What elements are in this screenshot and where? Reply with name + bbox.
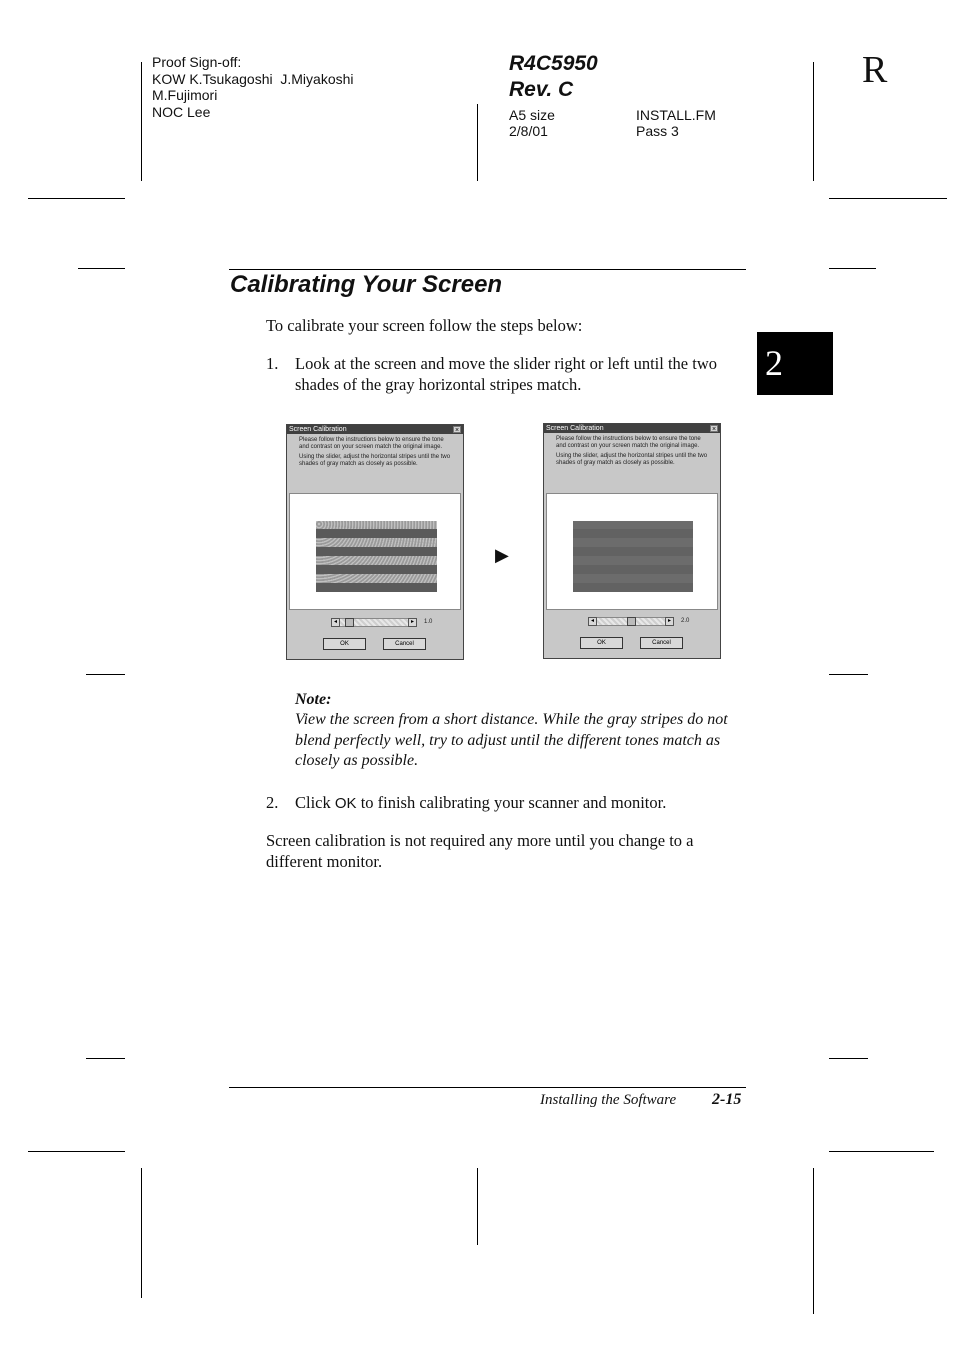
model-code: R4C5950 xyxy=(509,52,598,75)
calibration-dialog-after xyxy=(543,423,721,659)
dialog-titlebar xyxy=(544,424,720,433)
cancel-button[interactable]: Cancel xyxy=(640,637,683,649)
file-name: INSTALL.FM xyxy=(636,107,716,123)
crop-mark xyxy=(477,104,478,181)
crop-mark xyxy=(829,674,868,675)
step-2-text xyxy=(295,793,746,815)
crop-mark xyxy=(28,198,125,199)
slider-value: 2.0 xyxy=(681,618,690,624)
preview-panel xyxy=(289,493,461,610)
dither-pattern xyxy=(316,521,437,592)
instruction-text: Using the slider, adjust the horizontal stripes until the two shades of gray match as closely as possible. xyxy=(556,453,708,466)
step-2-text-before: Click xyxy=(295,793,335,812)
dialog-title: Screen Calibration xyxy=(546,425,604,432)
calibration-dialog-before xyxy=(286,424,464,660)
proof-line: NOC Lee xyxy=(152,103,211,120)
proof-line: M.Fujimori xyxy=(152,87,218,103)
chapter-number: 2 xyxy=(765,343,783,383)
crop-mark xyxy=(813,1168,814,1314)
pass-number: Pass 3 xyxy=(636,123,679,139)
slider-thumb[interactable] xyxy=(627,617,636,626)
note-text: View the screen from a short distance. While the gray stripes do not blend perfectly well, try to adjust until the different tones match as closely as possible. xyxy=(295,711,728,769)
close-icon[interactable]: × xyxy=(711,426,717,433)
slider-left-arrow-icon[interactable]: ◂ xyxy=(331,618,340,627)
step-1-number: 1. xyxy=(266,354,279,373)
slider-right-arrow-icon[interactable]: ▸ xyxy=(408,618,417,627)
step-2-text-after: to finish calibrating your scanner and monitor. xyxy=(356,793,667,812)
proof-line: KOW K.Tsukagoshi J.Miyakoshi xyxy=(152,70,354,87)
crop-mark xyxy=(141,62,142,181)
revision: Rev. C xyxy=(509,78,574,101)
slider-left-arrow-icon[interactable]: ◂ xyxy=(588,617,597,626)
crop-mark xyxy=(141,1168,142,1298)
instruction-text: Using the slider, adjust the horizontal stripes until the two shades of gray match as closely as possible. xyxy=(299,454,451,467)
dialog-title: Screen Calibration xyxy=(289,426,347,433)
instruction-text: Please follow the instructions below to ensure the tone and contrast on your screen match the original image. xyxy=(556,436,701,449)
footer-section: Installing the Software xyxy=(540,1092,677,1108)
crop-mark xyxy=(829,268,876,269)
crop-mark xyxy=(477,1168,478,1245)
crop-mark xyxy=(829,1058,868,1059)
crop-mark xyxy=(829,1151,934,1152)
corner-letter: R xyxy=(862,49,888,91)
crop-mark xyxy=(813,62,814,181)
proof-signoff xyxy=(152,54,354,120)
proof-line: Proof Sign-off: xyxy=(152,54,242,70)
gray-stripes-image xyxy=(573,521,693,592)
crop-mark xyxy=(86,1058,125,1059)
chapter-tab xyxy=(757,332,833,395)
step-1-text: Look at the screen and move the slider right or left until the two shades of the gray horizontal stripes match. xyxy=(295,354,718,394)
paper-size: A5 size xyxy=(509,107,555,123)
gamma-slider[interactable] xyxy=(331,618,417,627)
close-icon[interactable]: × xyxy=(454,427,460,434)
dialog-instructions xyxy=(544,433,720,467)
section-title: Calibrating Your Screen xyxy=(230,271,503,298)
ok-button[interactable]: OK xyxy=(580,637,623,649)
crop-mark xyxy=(829,198,947,199)
dialog-instructions xyxy=(287,434,463,468)
crop-mark xyxy=(28,1151,125,1152)
page-number: 2-15 xyxy=(712,1091,742,1108)
gamma-slider[interactable] xyxy=(588,617,674,626)
cancel-button[interactable]: Cancel xyxy=(383,638,426,650)
preview-panel xyxy=(546,493,718,610)
date: 2/8/01 xyxy=(509,123,548,139)
slider-value: 1.0 xyxy=(424,619,433,625)
step-2-number: 2. xyxy=(266,793,279,812)
arrow-icon: ▶ xyxy=(495,545,509,565)
slider-thumb[interactable] xyxy=(345,618,354,627)
footer-rule xyxy=(229,1087,746,1088)
closing-paragraph: Screen calibration is not required any more until you change to a different monitor. xyxy=(266,831,694,871)
ok-button[interactable]: OK xyxy=(323,638,366,650)
note-label: Note: xyxy=(295,691,332,708)
crop-mark xyxy=(78,268,125,269)
dialog-titlebar xyxy=(287,425,463,434)
instruction-text: Please follow the instructions below to ensure the tone and contrast on your screen match the original image. xyxy=(299,437,444,450)
intro-paragraph: To calibrate your screen follow the steps below: xyxy=(266,316,583,335)
crop-mark xyxy=(86,674,125,675)
slider-right-arrow-icon[interactable]: ▸ xyxy=(665,617,674,626)
ok-label: OK xyxy=(334,795,357,812)
